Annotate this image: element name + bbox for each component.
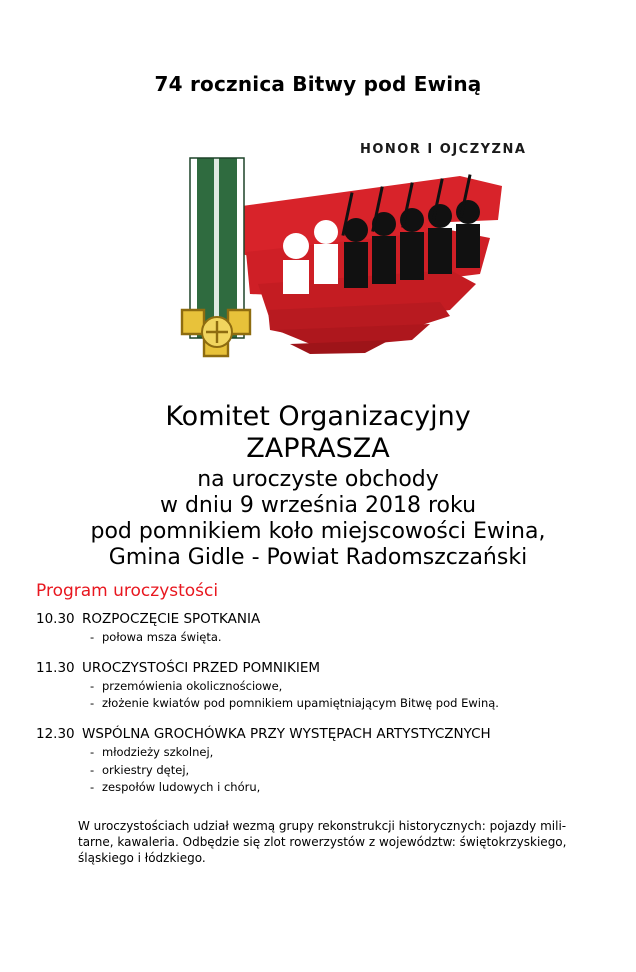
poster-page <box>0 72 636 972</box>
invitation-line-4: w dniu 9 września 2018 roku <box>159 492 477 518</box>
list-item <box>90 695 636 712</box>
invitation-line-5: pod pomnikiem koło miejscowości Ewina, <box>90 518 546 544</box>
bullet-text: zespołów ludowych i chóru, <box>102 779 261 794</box>
invitation-block <box>0 401 636 571</box>
list-item <box>90 779 636 796</box>
program-item-title: UROCZYSTOŚCI PRZED POMNIKIEM <box>82 659 321 676</box>
bullet-text: złożenie kwiatów pod pomnikiem upamiętniającym Bitwę pod Ewiną. <box>102 696 499 711</box>
program-item <box>36 611 636 646</box>
invitation-line-3: na uroczyste obchody <box>197 466 439 492</box>
list-item <box>90 762 636 779</box>
emblem-motto-text: HONOR I OJCZYZNA <box>360 142 527 157</box>
footnote-block <box>78 818 600 867</box>
footnote-line-3: śląskiego i łódzkiego. <box>78 851 206 866</box>
program-item-time: 10.30 <box>36 610 75 627</box>
program-item-main <box>36 611 636 627</box>
dash-icon: - <box>90 629 95 644</box>
list-item <box>90 744 636 761</box>
page-title: 74 rocznica Bitwy pod Ewiną <box>154 72 482 96</box>
bullet-text: młodzieży szkolnej, <box>102 745 214 760</box>
program-item-bullets <box>90 678 636 713</box>
invitation-line-6: Gmina Gidle - Powiat Radomszczański <box>108 544 528 570</box>
emblem-illustration <box>0 134 636 399</box>
program-item-title: WSPÓLNA GROCHÓWKA PRZY WYSTĘPACH ARTYSTYCZNYCH <box>82 726 491 743</box>
program-item-time: 11.30 <box>36 659 75 676</box>
program-heading: Program uroczystości <box>36 580 219 601</box>
program-item <box>36 726 636 796</box>
program-list <box>36 611 636 797</box>
footnote-line-2: tarne, kawaleria. Odbędzie się zlot rowerzystów z województw: świętokrzyskiego, <box>78 835 567 850</box>
invitation-line-2: ZAPRASZA <box>246 432 390 464</box>
dash-icon: - <box>90 696 95 711</box>
program-item-bullets <box>90 744 636 796</box>
program-item-main <box>36 660 636 676</box>
dash-icon: - <box>90 779 95 794</box>
invitation-line-1: Komitet Organizacyjny <box>165 401 471 432</box>
dash-icon: - <box>90 745 95 760</box>
program-item-time: 12.30 <box>36 726 75 743</box>
program-item-title: ROZPOCZĘCIE SPOTKANIA <box>82 610 261 627</box>
footnote-line-1: W uroczystościach udział wezmą grupy rekonstrukcji historycznych: pojazdy mili- <box>78 819 567 834</box>
bullet-text: przemówienia okolicznościowe, <box>102 678 283 693</box>
dash-icon: - <box>90 762 95 777</box>
list-item <box>90 629 636 646</box>
bullet-text: połowa msza święta. <box>102 629 222 644</box>
bullet-text: orkiestry dętej, <box>102 762 190 777</box>
program-item-bullets <box>90 629 636 646</box>
program-item-main <box>36 726 636 742</box>
list-item <box>90 678 636 695</box>
program-item <box>36 660 636 713</box>
dash-icon: - <box>90 678 95 693</box>
krzyz-walecznych-icon <box>150 134 510 389</box>
